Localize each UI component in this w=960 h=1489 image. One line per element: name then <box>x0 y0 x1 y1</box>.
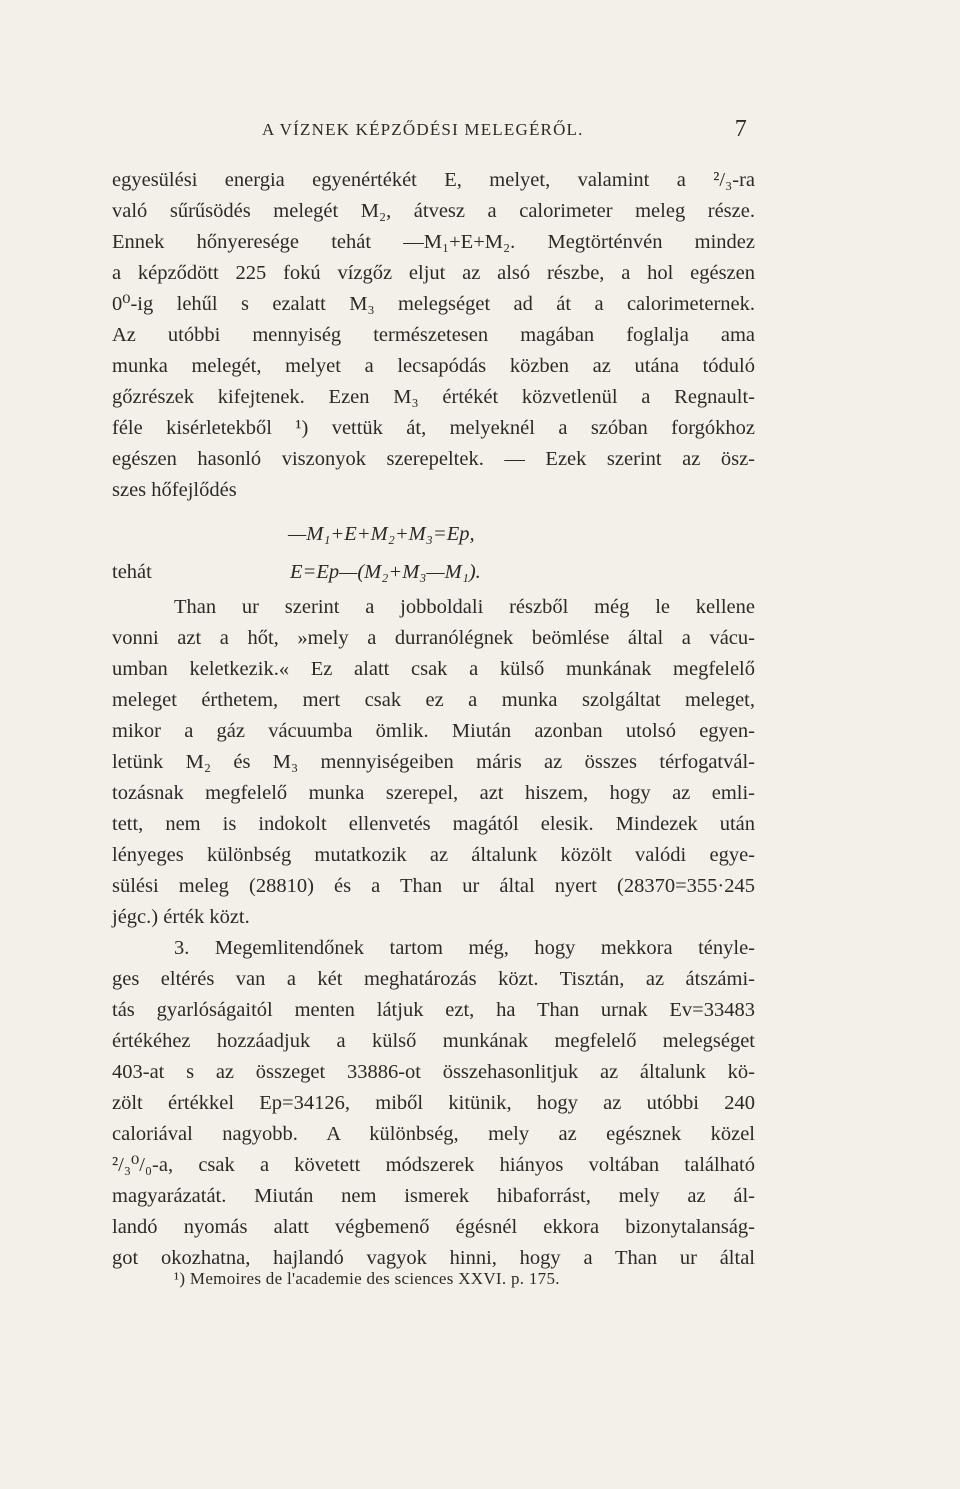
text-line: a képződött 225 fokú vízgőz eljut az alsó részbe, a hol egészen <box>112 262 755 284</box>
text-line: 0⁰-ig lehűl s ezalatt M₃ melegséget ad át a calorimeternek. <box>112 293 755 315</box>
text-line: ges eltérés van a két meghatározás közt. Tisztán, az átszámi- <box>112 968 755 990</box>
text-line: landó nyomás alatt végbemenő égésnél ekkora bizonytalanság- <box>112 1216 755 1238</box>
text-line: egyesülési energia egyenértékét E, melyet, valamint a ²/₃-ra <box>112 169 755 191</box>
text-line: jégc.) érték közt. <box>112 906 250 928</box>
equation-energy: E=Ep—(M₂+M₃—M₁). <box>290 561 481 583</box>
text-line: magyarázatát. Miután nem ismerek hibaforrást, mely az ál- <box>112 1185 755 1207</box>
text-line: értékéhez hozzáadjuk a külső munkának megfelelő melegséget <box>112 1030 755 1052</box>
text-line: zölt értékkel Ep=34126, miből kitünik, hogy az utóbbi 240 <box>112 1092 755 1114</box>
text-line: vonni azt a hőt, »mely a durranólégnek beömlése által a vácu- <box>112 627 755 649</box>
text-line: tozásnak megfelelő munka szerepel, azt hiszem, hogy az emli- <box>112 782 755 804</box>
body-text <box>112 165 755 1274</box>
text-line: sülési meleg (28810) és a Than ur által nyert (28370=355·245 <box>112 875 755 897</box>
equation-label: tehát <box>112 561 152 583</box>
text-line: umban keletkezik.« Ez alatt csak a külső munkának megfelelő <box>112 658 755 680</box>
footnote: ¹) Memoires de l'academie des sciences XXVI. p. 175. <box>174 1269 560 1288</box>
page-number: 7 <box>734 116 748 142</box>
equation-total-heat: —M₁+E+M₂+M₃=Ep, <box>288 523 475 545</box>
running-title: A VÍZNEK KÉPZŐDÉSI MELEGÉRŐL. <box>262 120 584 139</box>
equation-row <box>112 506 755 552</box>
text-line: letünk M₂ és M₃ mennyiségeiben máris az összes térfogatvál- <box>112 751 755 773</box>
text-line: féle kisérletekből ¹) vettük át, melyeknél a szóban forgókhoz <box>112 417 755 439</box>
text-line: lényeges különbség mutatkozik az általunk közölt valódi egye- <box>112 844 755 866</box>
text-line: caloriával nagyobb. A különbség, mely az egésznek közel <box>112 1123 755 1145</box>
text-line: ²/₃⁰/₀-a, csak a követett módszerek hiányos voltában található <box>112 1154 755 1176</box>
text-line: egészen hasonló viszonyok szerepeltek. — Ezek szerint az ösz- <box>112 448 755 470</box>
text-line: való sűrűsödés melegét M₂, átvesz a calorimeter meleg része. <box>112 200 755 222</box>
text-line: gőzrészek kifejtenek. Ezen M₃ értékét közvetlenül a Regnault- <box>112 386 755 408</box>
equation-block <box>112 506 755 592</box>
text-line: munka melegét, melyet a lecsapódás közben az utána tóduló <box>112 355 755 377</box>
text-line: tett, nem is indokolt ellenvetés magától elesik. Mindezek után <box>112 813 755 835</box>
equation-row <box>112 552 755 592</box>
text-line: 403-at s az összeget 33886-ot összehasonlitjuk az általunk kö- <box>112 1061 755 1083</box>
text-line: tás gyarlóságaitól menten látjuk ezt, ha Than urnak Ev=33483 <box>112 999 755 1021</box>
text-line: 3. Megemlitendőnek tartom még, hogy mekkora tényle- <box>174 937 755 959</box>
running-head <box>112 116 752 146</box>
text-line: Ennek hőnyeresége tehát —M₁+E+M₂. Megtörténvén mindez <box>112 231 755 253</box>
text-line: szes hőfejlődés <box>112 479 237 501</box>
text-line: Az utóbbi mennyiség természetesen magában foglalja ama <box>112 324 755 346</box>
text-line: got okozhatna, hajlandó vagyok hinni, hogy a Than ur által <box>112 1247 755 1269</box>
text-line: Than ur szerint a jobboldali részből még le kellene <box>174 596 755 618</box>
text-line: mikor a gáz vácuumba ömlik. Miután azonban utolsó egyen- <box>112 720 755 742</box>
text-line: meleget érthetem, mert csak ez a munka szolgáltat meleget, <box>112 689 755 711</box>
